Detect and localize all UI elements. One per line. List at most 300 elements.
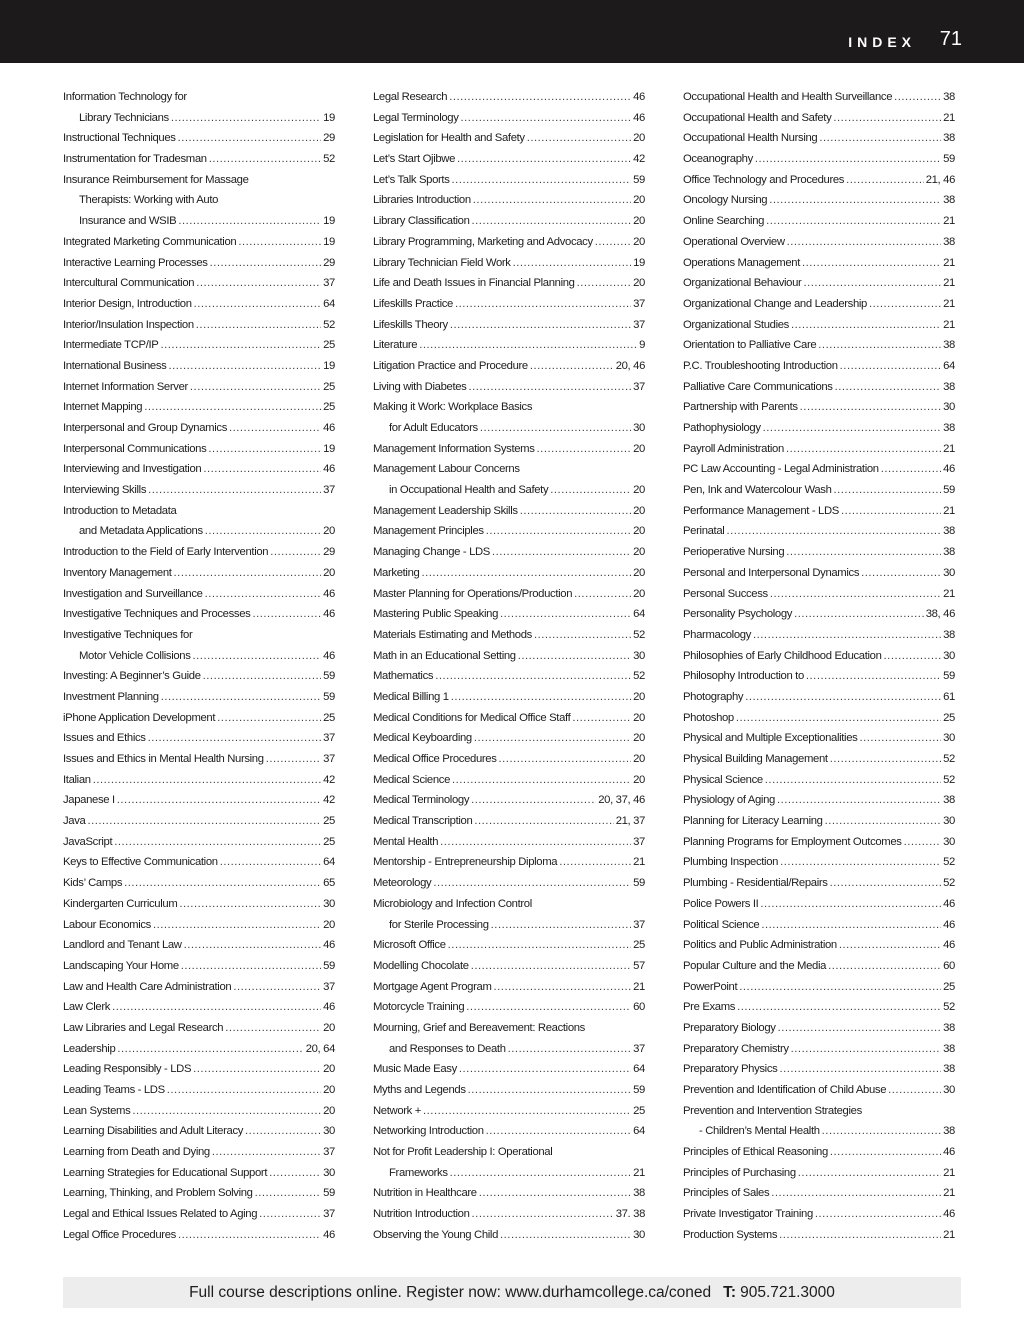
dot-leader [448, 939, 631, 953]
dot-leader [225, 1022, 321, 1036]
dot-leader [499, 753, 632, 767]
dot-leader [491, 919, 631, 933]
index-entry [683, 794, 955, 815]
index-entry [373, 960, 645, 981]
index-entry-title: Physical Building Management [683, 753, 828, 765]
index-entry-title: Let’s Talk Sports [373, 173, 450, 186]
index-entry-title: Occupational Health Nursing [683, 132, 818, 145]
index-entry-title: Internet Mapping [63, 401, 143, 414]
index-entry [373, 277, 645, 298]
dot-leader [830, 877, 942, 891]
index-entry-pages: 59 [633, 1084, 645, 1096]
index-entry-pages: 20 [323, 1104, 335, 1117]
index-entry [683, 257, 955, 278]
index-entry [373, 732, 645, 753]
index-entry-title: Learning from Death and Dying [63, 1146, 210, 1159]
index-entry-title: Popular Culture and the Media [683, 959, 827, 972]
index-entry [63, 1084, 335, 1105]
index-entry-pages: 59 [943, 670, 955, 683]
index-entry-title: Political Science [683, 918, 760, 931]
index-entry [63, 257, 335, 278]
index-entry [373, 1125, 645, 1146]
index-entry [63, 236, 335, 257]
index-entry-pages: 25 [323, 815, 335, 828]
dot-leader [828, 960, 941, 974]
index-entry-title: Frameworks [389, 1166, 448, 1179]
index-entry [63, 422, 335, 443]
index-entry [373, 939, 645, 960]
dot-leader [806, 670, 941, 684]
index-entry-pages: 21 [943, 442, 955, 455]
index-entry [63, 712, 335, 733]
index-entry-pages: 38 [943, 794, 955, 807]
index-entry [373, 567, 645, 588]
index-entry [683, 505, 955, 526]
index-entry [683, 194, 955, 215]
index-entry-pages: 20 [633, 773, 645, 786]
index-entry-pages: 46 [943, 1146, 955, 1159]
index-entry [373, 712, 645, 733]
index-entry-pages: 30 [943, 835, 955, 848]
index-entry [373, 753, 645, 774]
index-entry-title: Private Investigator Training [683, 1208, 813, 1221]
index-entry [683, 1043, 955, 1064]
index-entry-pages: 30 [323, 897, 335, 910]
index-entry [63, 112, 335, 133]
index-entry [683, 91, 955, 112]
index-entry-title: Introduction to the Field of Early Intervention [63, 546, 269, 559]
index-entry [63, 360, 335, 381]
index-entry-title: Interior/Insulation Inspection [63, 318, 194, 331]
index-entry-title: Organizational Studies [683, 318, 789, 331]
index-entry [683, 1229, 955, 1250]
index-entry-title: Police Powers II [683, 897, 759, 910]
index-entry [63, 919, 335, 940]
index-entry-pages: 21 [943, 1187, 955, 1200]
index-entry [373, 484, 645, 505]
index-entry-pages: 19 [323, 215, 335, 228]
index-entry [373, 174, 645, 195]
index-entry-pages: 59 [633, 877, 645, 890]
index-entry [683, 650, 955, 671]
dot-leader [771, 1187, 941, 1201]
index-entry [373, 132, 645, 153]
dot-leader [595, 236, 631, 250]
index-entry [63, 732, 335, 753]
index-entry-pages: 29 [323, 132, 335, 145]
index-entry [683, 1208, 955, 1229]
index-entry-pages: 46 [323, 587, 335, 600]
dot-leader [238, 236, 321, 250]
index-entry [373, 1229, 645, 1250]
index-entry [63, 463, 335, 484]
index-entry-pages: 20 [633, 215, 645, 228]
index-entry-title: Medical Office Procedures [373, 753, 497, 765]
index-entry-pages: 21 [943, 318, 955, 331]
index-entry [683, 1187, 955, 1208]
dot-leader [791, 319, 941, 333]
index-entry-pages: 19 [323, 359, 335, 372]
index-entry-title: Mental Health [373, 835, 439, 848]
dot-leader [737, 1001, 941, 1015]
index-entry-title: Medical Conditions for Medical Office Staff [373, 711, 571, 724]
index-entry-title: Plumbing Inspection [683, 856, 779, 869]
index-entry-title: Physiology of Aging [683, 794, 775, 807]
dot-leader [168, 360, 321, 374]
index-entry [63, 670, 335, 691]
index-entry-pages: 20 [633, 753, 645, 765]
index-entry-title: Lifeskills Practice [373, 297, 453, 310]
index-entry [373, 981, 645, 1002]
index-column-3 [683, 91, 955, 1250]
index-entry-title: Let’s Start Ojibwe [373, 153, 456, 166]
index-entry [373, 1167, 645, 1188]
index-entry [373, 774, 645, 795]
index-entry-title: Mortgage Agent Program [373, 980, 492, 993]
dot-leader [450, 319, 631, 333]
index-entry-title: Instructional Techniques [63, 132, 176, 145]
index-entry [373, 422, 645, 443]
index-entry-pages: 20, 64 [305, 1042, 335, 1055]
index-entry-title: Japanese I [63, 794, 115, 807]
index-entry-pages: 30 [943, 815, 955, 828]
index-entry-pages: 25 [323, 339, 335, 352]
dot-leader [894, 91, 941, 105]
dot-leader [259, 1208, 321, 1222]
dot-leader [468, 381, 631, 395]
index-entry-pages: 19 [323, 111, 335, 124]
dot-leader [459, 1063, 631, 1077]
index-entry [373, 856, 645, 877]
index-entry-pages: 30 [633, 1228, 645, 1241]
index-entry-pages: 38 [943, 235, 955, 248]
index-entry-pages: 52 [323, 153, 335, 166]
index-column-2 [373, 91, 645, 1250]
index-entry [373, 91, 645, 112]
index-entry-pages: 52 [633, 628, 645, 641]
index-entry-title: Online Searching [683, 215, 765, 228]
index-entry-pages: 64 [633, 1125, 645, 1138]
dot-leader [203, 670, 321, 684]
index-entry-title: Preparatory Physics [683, 1063, 778, 1076]
dot-leader [472, 1208, 614, 1222]
index-entry-pages: 38 [943, 380, 955, 393]
index-entry [373, 877, 645, 898]
index-entry [63, 836, 335, 857]
index-entry-pages: 20 [633, 442, 645, 455]
index-entry-pages: 46 [633, 111, 645, 124]
dot-leader [745, 691, 941, 705]
index-entry [373, 670, 645, 691]
index-entry-pages: 25 [633, 1104, 645, 1117]
index-entry [63, 339, 335, 360]
index-entry-title: Politics and Public Administration [683, 939, 837, 952]
index-entry-title: Microsoft Office [373, 939, 446, 952]
dot-leader [550, 484, 631, 498]
index-entry-title: Plumbing - Residential/Repairs [683, 877, 828, 890]
dot-leader [830, 753, 941, 767]
index-entry-title: Orientation to Palliative Care [683, 339, 817, 352]
index-entry-title: Insurance and WSIB [79, 215, 177, 228]
index-entry-pages: 42 [633, 153, 645, 166]
index-entry-title: Personal and Interpersonal Dynamics [683, 566, 860, 579]
index-entry [683, 1146, 955, 1167]
dot-leader [500, 1229, 631, 1243]
dot-leader [841, 505, 941, 519]
index-entry [373, 319, 645, 340]
index-entry [63, 939, 335, 960]
index-entry [63, 877, 335, 898]
index-entry [63, 525, 335, 546]
dot-leader [779, 1229, 941, 1243]
index-entry [63, 194, 335, 215]
index-entry [683, 753, 955, 774]
index-entry-title: Insurance Reimbursement for Massage [63, 173, 249, 186]
index-entry-pages: 46 [943, 1208, 955, 1221]
index-entry [373, 443, 645, 464]
index-entry-title: Materials Estimating and Methods [373, 628, 532, 641]
index-entry-pages: 25 [943, 980, 955, 993]
index-entry-title: Investigative Techniques for [63, 628, 193, 641]
index-entry-title: Law Libraries and Legal Research [63, 1021, 224, 1034]
index-entry-pages: 57 [633, 959, 645, 972]
index-entry-pages: 20 [633, 566, 645, 579]
dot-leader [766, 215, 941, 229]
index-entry [373, 1187, 645, 1208]
dot-leader [466, 1001, 631, 1015]
dot-leader [167, 1084, 321, 1098]
index-entry-title: for Adult Educators [389, 422, 478, 434]
index-entry [683, 877, 955, 898]
index-entry-title: Microbiology and Infection Control [373, 897, 532, 910]
index-entry-pages: 20 [633, 194, 645, 207]
index-entry-title: Music Made Easy [373, 1063, 457, 1076]
index-entry-pages: 38 [943, 1063, 955, 1076]
index-entry [373, 401, 645, 422]
index-entry-pages: 46 [323, 939, 335, 952]
index-entry-title: Preparatory Chemistry [683, 1042, 789, 1055]
dot-leader [435, 670, 631, 684]
index-entry [373, 588, 645, 609]
dot-leader [203, 463, 321, 477]
index-entry-pages: 38 [943, 339, 955, 352]
index-entry-title: Medical Transcription [373, 815, 473, 828]
index-entry-title: Library Technician Field Work [373, 256, 511, 269]
index-entry-title: Legal Research [373, 91, 448, 103]
index-entry [683, 422, 955, 443]
dot-leader [739, 981, 941, 995]
index-entry-title: Payroll Administration [683, 442, 784, 455]
index-entry-pages: 46 [323, 422, 335, 434]
index-entry-title: Instrumentation for Tradesman [63, 153, 207, 166]
index-entry-title: Organizational Behaviour [683, 277, 802, 290]
index-entry-pages: 25 [323, 835, 335, 848]
index-entry-title: Law and Health Care Administration [63, 980, 232, 993]
index-entry-pages: 46 [323, 649, 335, 662]
index-entry [683, 815, 955, 836]
dot-leader [835, 381, 942, 395]
index-entry-title: Legislation for Health and Safety [373, 132, 525, 145]
index-entry-title: Mentorship - Entrepreneurship Diploma [373, 856, 558, 869]
index-entry-title: Information Technology for [63, 91, 187, 103]
index-entry [683, 856, 955, 877]
index-entry-pages: 38 [943, 1125, 955, 1138]
index-entry [63, 794, 335, 815]
dot-leader [132, 1105, 321, 1119]
dot-leader [209, 153, 321, 167]
index-entry [373, 339, 645, 360]
index-entry-title: Inventory Management [63, 566, 172, 579]
dot-leader [513, 257, 632, 271]
index-entry-pages: 65 [323, 877, 335, 890]
index-entry-title: Legal and Ethical Issues Related to Aging [63, 1208, 258, 1221]
index-entry-title: Philosophies of Early Childhood Education [683, 649, 882, 662]
index-entry [683, 960, 955, 981]
index-entry-pages: 9 [639, 339, 645, 352]
index-entry-pages: 52 [633, 670, 645, 683]
index-entry [63, 153, 335, 174]
index-entry-pages: 21 [633, 856, 645, 869]
index-entry-title: Operations Management [683, 256, 800, 269]
index-entry-title: Modelling Chocolate [373, 959, 469, 972]
dot-leader [825, 815, 942, 829]
index-entry-pages: 25 [323, 711, 335, 724]
dot-leader [884, 650, 942, 664]
dot-leader [455, 298, 631, 312]
index-entry-title: Physical Science [683, 773, 763, 786]
dot-leader [266, 753, 321, 767]
index-entry [63, 567, 335, 588]
dot-leader [196, 277, 321, 291]
index-entry-title: Interpersonal and Group Dynamics [63, 422, 227, 434]
index-entry [683, 1084, 955, 1105]
index-entry-title: Landscaping Your Home [63, 959, 179, 972]
dot-leader [229, 422, 321, 436]
dot-leader [217, 712, 321, 726]
dot-leader [153, 919, 321, 933]
dot-leader [190, 381, 321, 395]
index-entry [683, 608, 955, 629]
index-entry-pages: 20 [323, 566, 335, 579]
index-entry [63, 1022, 335, 1043]
dot-leader [803, 277, 941, 291]
index-entry [373, 836, 645, 857]
index-entry [373, 1105, 645, 1126]
index-entry-title: Java [63, 815, 86, 828]
index-entry [373, 1208, 645, 1229]
index-entry-pages: 64 [323, 856, 335, 869]
dot-leader [518, 650, 631, 664]
index-entry-title: Learning Disabilities and Adult Literacy [63, 1125, 244, 1138]
index-entry [63, 1105, 335, 1126]
index-entry [683, 1105, 955, 1126]
dot-leader [181, 960, 321, 974]
index-entry [373, 650, 645, 671]
index-entry [683, 174, 955, 195]
index-entry [683, 1125, 955, 1146]
index-entry-title: Investigative Techniques and Processes [63, 608, 251, 621]
index-entry-title: Medical Billing 1 [373, 690, 449, 703]
dot-leader [779, 1063, 941, 1077]
index-entry-pages: 20 [323, 1021, 335, 1034]
index-entry-title: Interactive Learning Processes [63, 256, 208, 269]
index-entry-pages: 19 [323, 235, 335, 248]
index-entry-pages: 46 [943, 897, 955, 910]
index-entry [63, 443, 335, 464]
dot-leader [787, 236, 942, 250]
dot-leader [726, 525, 941, 539]
dot-leader [179, 898, 321, 912]
index-entry-pages: 61 [943, 690, 955, 703]
index-entry-title: Investigation and Surveillance [63, 587, 203, 600]
index-entry-title: Legal Office Procedures [63, 1228, 176, 1241]
index-entry-pages: 21 [943, 1166, 955, 1179]
index-entry [63, 691, 335, 712]
index-entry [373, 360, 645, 381]
index-entry-pages: 21 [943, 256, 955, 269]
dot-leader [449, 91, 631, 105]
index-entry-pages: 38 [943, 546, 955, 559]
dot-leader [815, 1208, 941, 1222]
index-entry [63, 277, 335, 298]
dot-leader [193, 1063, 321, 1077]
index-entry [63, 505, 335, 526]
index-entry-pages: 52 [943, 856, 955, 869]
index-entry-pages: 46 [633, 91, 645, 103]
index-entry-pages: 37 [633, 918, 645, 931]
index-entry-title: International Business [63, 359, 167, 372]
index-entry-title: Principles of Purchasing [683, 1166, 796, 1179]
dot-leader [765, 774, 941, 788]
index-entry-title: Issues and Ethics [63, 732, 146, 745]
index-entry [683, 443, 955, 464]
index-entry-title: Mastering Public Speaking [373, 608, 499, 621]
index-entry [63, 319, 335, 340]
index-entry-pages: 60 [943, 959, 955, 972]
index-entry [683, 588, 955, 609]
index-entry-title: Palliative Care Communications [683, 380, 833, 393]
index-entry-title: Library Classification [373, 215, 470, 228]
index-entry-title: Medical Keyboarding [373, 732, 472, 745]
dot-leader [840, 360, 941, 374]
dot-leader [178, 215, 321, 229]
index-entry-title: Planning for Literacy Learning [683, 815, 823, 828]
index-entry [373, 525, 645, 546]
dot-leader [450, 1167, 631, 1181]
dot-leader [786, 546, 941, 560]
index-entry-pages: 20 [633, 504, 645, 517]
index-entry-title: in Occupational Health and Safety [389, 484, 549, 497]
index-entry-title: Occupational Health and Health Surveillance [683, 91, 893, 103]
index-entry [63, 1146, 335, 1167]
index-entry [683, 525, 955, 546]
index-entry-pages: 46 [323, 608, 335, 621]
index-entry-pages: 59 [323, 959, 335, 972]
index-entry [63, 484, 335, 505]
index-entry-pages: 21, 37 [615, 815, 645, 828]
index-entry [683, 712, 955, 733]
index-entry [63, 588, 335, 609]
index-entry [373, 1001, 645, 1022]
dot-leader [468, 1084, 631, 1098]
index-entry-pages: 38 [943, 91, 955, 103]
index-entry [683, 463, 955, 484]
index-entry-pages: 21 [943, 215, 955, 228]
index-entry-title: JavaScript [63, 835, 113, 848]
index-entry-title: Investing: A Beginner’s Guide [63, 670, 201, 683]
index-entry-pages: 38 [943, 422, 955, 434]
index-entry-title: Learning Strategies for Educational Support [63, 1166, 268, 1179]
